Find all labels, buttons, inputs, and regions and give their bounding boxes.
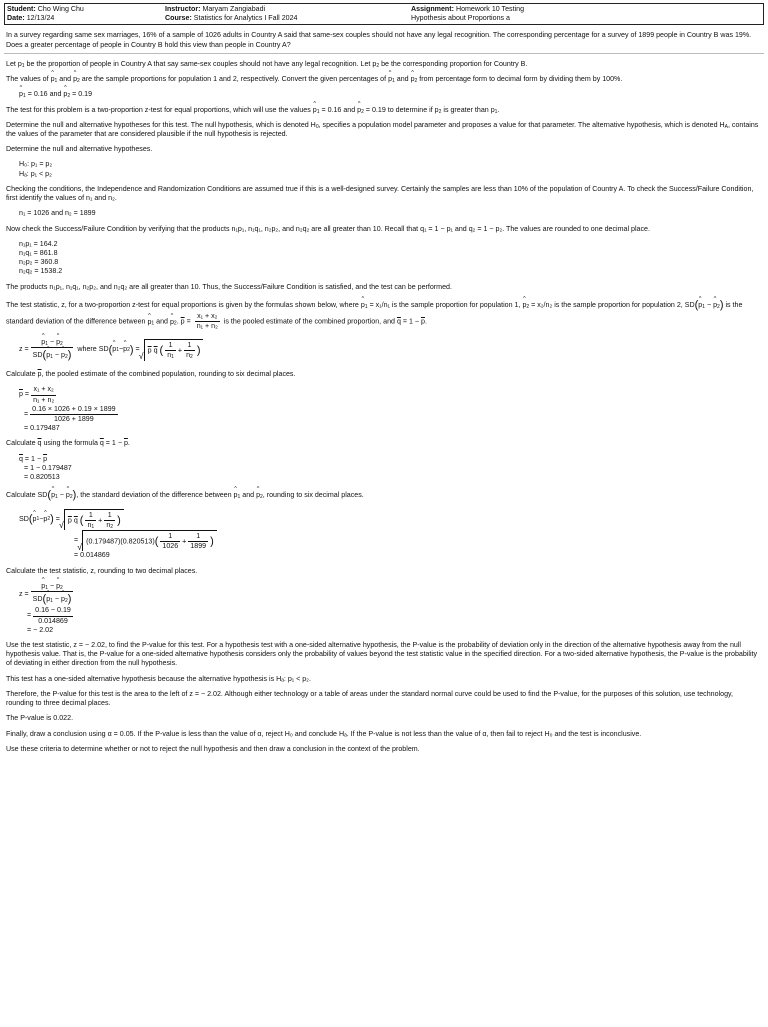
step-conditions: Checking the conditions, the Independence and Randomization Conditions are assumed true if this is a well-designed survey. Certainly the samples are less than 10% of the population of Country A. To check the Success/Failure Condition, first identify the values of n₁ and n₂. xyxy=(6,184,754,203)
step-hypotheses-explanation: Determine the null and alternative hypotheses for this test. The null hypothesis, which is denoted $H_0$, specifies a population model parameter and proposes a value for that parameter. The alternative hypothesis, which is denoted $H_A$, contains the values of the parameter that are considered plausible if the null hypothesis is rejected. xyxy=(6,120,759,138)
course-name: Statistics for Analytics I Fall 2024 xyxy=(193,14,298,23)
assignment-line: Assignment: Homework 10 Testing xyxy=(411,5,525,13)
z-calculation: z = ^ $\frac{p_1 - \^{} p_2}{SD(\^{} p_1 - \^{} p_2)}$ = $\frac{0.16 - 0.19}{0.014869}$ = − 2.02 xyxy=(19,582,762,635)
products-list xyxy=(19,240,762,277)
sd-calculation: SD ( ^ p 1 − ^ p 2 ) = √ $\overline{p}$ $\overline{q}$ ( $\frac{1}{n_1}$ + $\frac{1}{n_2}$ ) = √ (0.179487)(0.820513)( $\frac{1}{1026}$ + $\frac{1}{1899}$ ) = 0.014869 xyxy=(19,509,762,561)
step-test-type: The test for this problem is a two-proportion z-test for equal proportions, which will use the values ^ $p_1 = 0.16$ and ^ $p_2 = 0.19$ to determine if $p_2$ is greater than $p_1$. xyxy=(6,106,762,115)
step-standard-deviation: Calculate SD(^ $p_1$ − ^ $p_2$), the standard deviation of the difference between ^ $p_1$ and ^ $p_2$, rounding to six decimal places. xyxy=(6,488,762,502)
step-pooled-estimate: Calculate $\overline{p}$, the pooled estimate of the combined population, rounding to six decimal places. xyxy=(6,370,296,379)
date-line: Date: 12/13/24 xyxy=(7,14,55,23)
step-one-sided: This test has a one-sided alternative hypothesis because the alternative hypothesis is Hₐ: p₁ < p₂. xyxy=(6,674,311,683)
assignment-header xyxy=(4,3,764,25)
alt-hypothesis: Hₐ: p₁ < p₂ xyxy=(19,169,52,178)
step-p-value-explanation: Use the test statistic, z = − 2.02, to find the P-value for this test. For a hypothesis test with a one-sided alternative hypothesis, the P-value is the probability of deviation only in the direction of the alternative hypothesis away from the null hypothesis value. That is, the P-value for a one-sided alternative hypothesis considers only the probability of values beyond the test statistic value in the specified direction. For a two-sided alternative hypothesis, the P-value is the probability of deviating in either direction from the null hypothesis. xyxy=(6,641,758,668)
product-n2p2: n₂p₂ = 360.8 xyxy=(19,258,59,267)
step-test-statistic-explanation: The test statistic, z, for a two-proportion z-test for equal proportions is given by the formulas shown below, where ^ $p_1 = x_1/n_1$ is the sample proportion for population 1, ^ $p_2 = x_2/n_2$ is the sample proportion for population 2, SD(^ $p_1$ − ^ $p_2$) is the standard deviation of the difference between ^ $p_1$ and ^ $p_2$. $\overline{p}$ = $\frac{\text{x₁ + x₂}}{\text{n₁ + n₂}}$ is the pooled estimate of the combined proportion, and $\overline{q} = 1 - \overline{p}$. xyxy=(6,298,762,332)
assignment-subtitle: Hypothesis about Proportions a xyxy=(411,14,510,23)
q-bar-calculation: $\overline{q} = 1 - \overline{p}$ = 1 − 0.179487 = 0.820513 xyxy=(19,455,762,483)
null-hypothesis: H₀: p₁ = p₂ xyxy=(19,160,53,169)
product-n1p1: n₁p₁ = 164.2 xyxy=(19,239,58,248)
hypotheses-block xyxy=(19,160,762,178)
p-value-result: The P-value is 0.022. xyxy=(6,714,74,723)
date-value: 12/13/24 xyxy=(26,14,55,23)
instructor-line: Instructor: Maryam Zangiabadi xyxy=(165,5,266,13)
pooled-calculation: $\overline{p}$ = $\frac{\text{x₁ + x₂}}{\text{n₁ + n₂}}$ = $\frac{0.16 \times 1026 + 0.19 \times 1899}{1026 + 1899}$ = 0.179487 xyxy=(19,385,762,433)
sample-proportion-values: ^ $p_1 = 0.16$ and ^ $p_2 = 0.19$ xyxy=(19,90,762,99)
assignment-name: Homework 10 Testing xyxy=(455,5,525,13)
step-define-proportions: Let $p_1$ be the proportion of people in Country A that say same-sex couples should not have any legal recognition. Let $p_2$ be the corresponding proportion for Country B. xyxy=(6,59,528,69)
step-success-failure: Now check the Success/Failure Condition by verifying that the products n₁p₁, n₁q₁, n₂p₂, and n₂q₂ are all greater than 10. Recall that q₁ = 1 − p₁ and q₂ = 1 − p₂. The values are rounded to one decimal place. xyxy=(6,224,650,233)
sd-result: = 0.014869 xyxy=(74,551,110,560)
q-bar-result: = 0.820513 xyxy=(24,473,60,482)
solution-page xyxy=(4,3,764,754)
question-text: In a survey regarding same sex marriages, 16% of a sample of 1026 adults in Country A said that same-sex couples should not have any legal recognition. The corresponding percentage for a survey of 1899 people in Country B was 19%. Does a greater percentage of people in Country B hold this view than people in Country A? xyxy=(4,25,764,53)
student-line: Student: Cho Wing Chu xyxy=(7,5,84,13)
student-name: Cho Wing Chu xyxy=(37,5,84,13)
step-final-instruction: Use these criteria to determine whether or not to reject the null hypothesis and then draw a conclusion in the context of the problem. xyxy=(6,744,420,753)
z-formula: z = ^ $\frac{p_1 - \^{} p_2}{SD(\^{} p_1 - \^{} p_2)}$ where SD ( ^ p 1 − ^ p 2 ) = √ $\overline{p}$ $\overline{q}$ ( $\frac{1}{n_1}$ + $\frac{1}{n_2}$ ) xyxy=(19,338,762,363)
step-q-bar: Calculate $\overline{q}$ using the formula $\overline{q} = 1 - \overline{p}$. xyxy=(6,439,130,448)
step-conclusion-rule: Finally, draw a conclusion using α = 0.05. If the P-value is less than the value of α, reject H₀ and conclude Hₐ. If the P-value is not less than the value of α, then fail to reject H₀ and the test is inconclusive. xyxy=(6,729,642,738)
pooled-result: = 0.179487 xyxy=(24,424,60,433)
course-line: Course: Statistics for Analytics I Fall 2024 xyxy=(165,14,298,23)
step-area-left: Therefore, the P-value for this test is the area to the left of z = − 2.02. Although either technology or a table of areas under the standard normal curve could be used to find the P-value, for the purposes of this solution, use technology, rounding to three decimal places. xyxy=(6,689,734,708)
instructor-name: Maryam Zangiabadi xyxy=(202,5,266,13)
product-n1q1: n₁q₁ = 861.8 xyxy=(19,248,58,257)
product-n2q2: n₂q₂ = 1538.2 xyxy=(19,267,63,276)
step-determine-hypotheses: Determine the null and alternative hypotheses. xyxy=(6,145,153,154)
step-calc-z: Calculate the test statistic, z, rounding to two decimal places. xyxy=(6,566,198,575)
step-condition-satisfied: The products n₁p₁, n₁q₁, n₂p₂, and n₂q₂ are all greater than 10. Thus, the Success/Failure Condition is satisfied, and the test can be performed. xyxy=(6,282,452,291)
sample-sizes: n₁ = 1026 and n₂ = 1899 xyxy=(19,209,96,218)
step-sample-proportions: The values of ^ $p_1$ and ^ $p_2$ are the sample proportions for population 1 and 2, respectively. Convert the given percentages of ^ $p_1$ and ^ $p_2$ from percentage form to decimal form by dividing them by 100%. xyxy=(6,75,762,84)
solution-body xyxy=(4,54,764,754)
z-result: = − 2.02 xyxy=(27,625,54,634)
